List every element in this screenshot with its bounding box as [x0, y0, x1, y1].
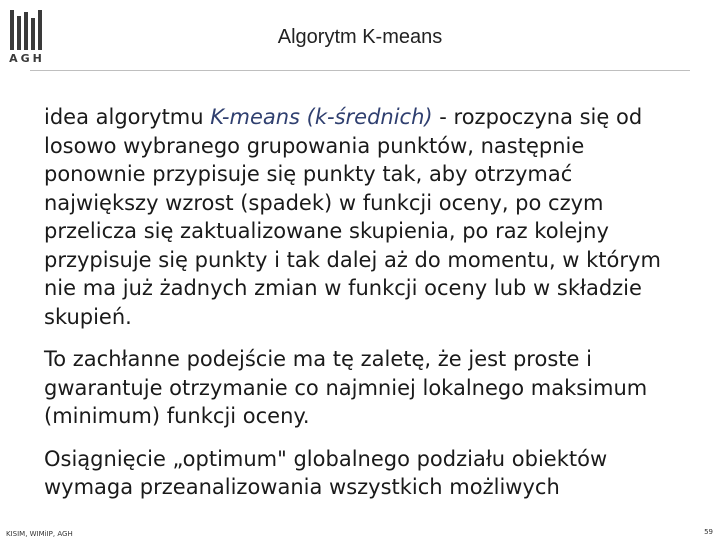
paragraph-global-optimum: Osiągnięcie „optimum" globalnego podziału obiektów wymaga przeanalizowania wszystkich możliwych [44, 446, 608, 499]
footer-department: KISIM, WIMiIP, AGH [6, 530, 73, 538]
kmeans-term: K-means (k-średnich) [210, 105, 433, 129]
slide-title: Algorytm K-means [277, 26, 443, 48]
slide-body [44, 103, 692, 516]
title-divider [30, 70, 690, 71]
agh-logo-text: AGH [9, 52, 45, 65]
paragraph-1-body: - rozpoczyna się od losowo wybranego grupowania punktów, następnie ponownie przypisuje się punkty tak, aby otrzymać największy wzrost (spadek) w funkcji oceny, po czym przelicza się zaktualizowane skupienia, po raz kolejny przypisuje się punkty i tak dalej aż do momentu, w którym nie ma już żadnych zmian w funkcji oceny lub w składzie skupień. [44, 105, 661, 329]
paragraph-1-intro: idea algorytmu [44, 105, 211, 129]
page-number: 59 [704, 528, 713, 536]
paragraph-greedy-approach: To zachłanne podejście ma tę zaletę, że jest proste i gwarantuje otrzymanie co najmniej lokalnego maksimum (minimum) funkcji oceny. [44, 347, 648, 428]
paragraph-kmeans-idea [44, 103, 692, 331]
